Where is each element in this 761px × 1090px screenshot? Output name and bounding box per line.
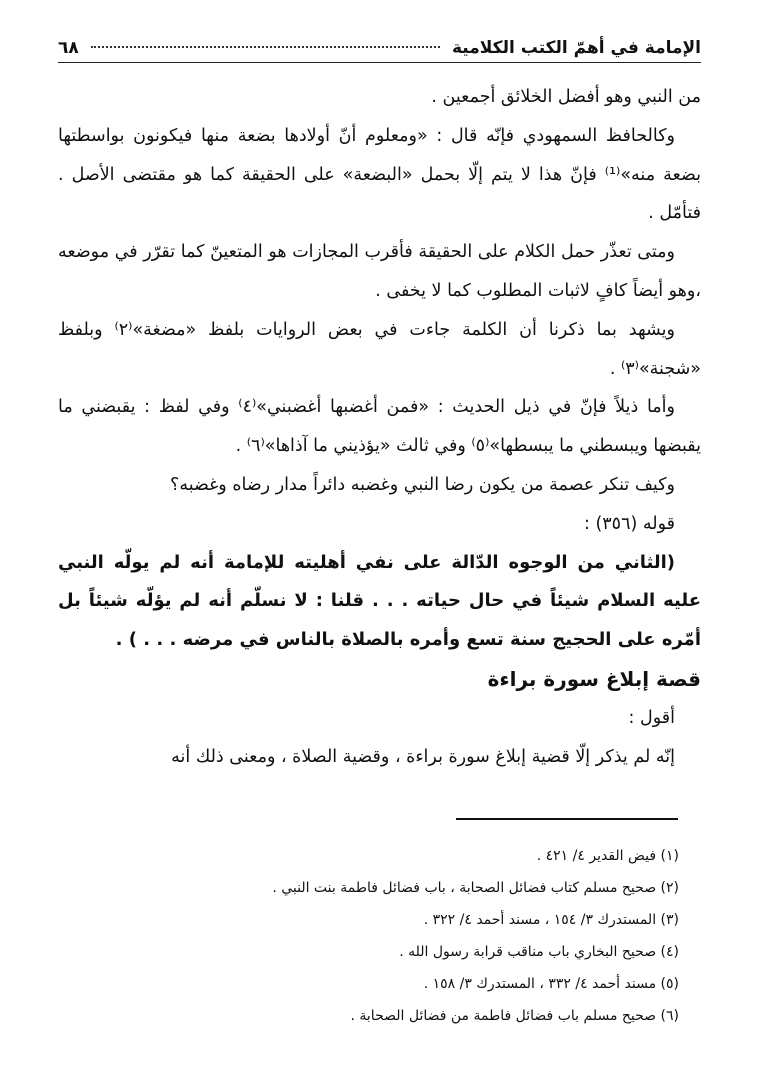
quoted-passage: (الثاني من الوجوه الدّالة على نفي أهليته للإمامة أنه لم يولّه النبي عليه السلام شيئاً في حال حياته . . . قلنا : لا نسلّم أنه لم يؤلّه شيئاً بل أمّره على الحجيج سنة تسع وأمره بالصلاة بالناس في مرضه . . . ) . [58,551,701,651]
footnote: (٤) صحيح البخاري باب مناقب قرابة رسول الله . [399,944,679,960]
footnote: (١) فيض القدير ٤/ ٤٢١ . [536,848,679,864]
paragraph: إنّه لم يذكر إلّا قضية إبلاغ سورة براءة ، وقضية الصلاة ، ومعنى ذلك أنه [171,746,675,767]
footnote: (٦) صحيح مسلم باب فضائل فاطمة من فضائل الصحابة . [350,1008,679,1024]
page-number: ٦٨ [58,38,79,58]
footnote: (٥) مسند أحمد ٤/ ٣٣٢ ، المستدرك ٣/ ١٥٨ . [423,976,679,992]
main-text [58,78,701,776]
section-heading: قصة إبلاغ سورة براءة [487,666,701,691]
running-title: الإمامة في أهمّ الكتب الكلامية [452,38,701,58]
paragraph: أقول : [628,707,675,728]
paragraph: وأما ذيلاً فإنّ في ذيل الحديث : «فمن أغضبها أغضبني»⁽٤⁾ وفي لفظ : يقبضني ما يقبضها ويبسطني ما يبسطها»⁽٥⁾ وفي ثالث «يؤذيني ما آذاها»⁽٦⁾ . [58,397,701,457]
page-header [58,34,701,63]
paragraph: وكيف تنكر عصمة من يكون رضا النبي وغضبه دائراً مدار رضاه وغضبه؟ [170,474,675,495]
paragraph: وكالحافظ السمهودي فإنّه قال : «ومعلوم أنّ أولادها بضعة منها فيكونون بواسطتها بضعة منه»⁽¹⁾ فإنّ هذا لا يتم إلّا بحمل «البضعة» على الحقيقة كما هو مقتضى الأصل . فتأمّل . [58,125,701,224]
paragraph: من النبي وهو أفضل الخلائق أجمعين . [431,87,701,107]
paragraph: ومتى تعذّر حمل الكلام على الحقيقة فأقرب المجازات هو المتعينّ كما تقرّر في موضعه ،وهو أيضاً كافٍ لاثبات المطلوب كما لا يخفى . [58,242,701,301]
footnote: (٣) المستدرك ٣/ ١٥٤ ، مسند أحمد ٤/ ٣٢٢ . [423,912,679,928]
quote-reference: قوله (٣٥٦) : [583,513,675,534]
leader-dots [91,45,440,48]
footnotes [58,840,679,1032]
footnote: (٢) صحيح مسلم كتاب فضائل الصحابة ، باب فضائل فاطمة بنت النبي . [272,880,679,896]
footnote-separator [456,818,678,820]
paragraph: ويشهد بما ذكرنا أن الكلمة جاءت في بعض الروايات بلفظ «مضغة»⁽٢⁾ وبلفظ «شجنة»⁽٣⁾ . [58,319,701,379]
